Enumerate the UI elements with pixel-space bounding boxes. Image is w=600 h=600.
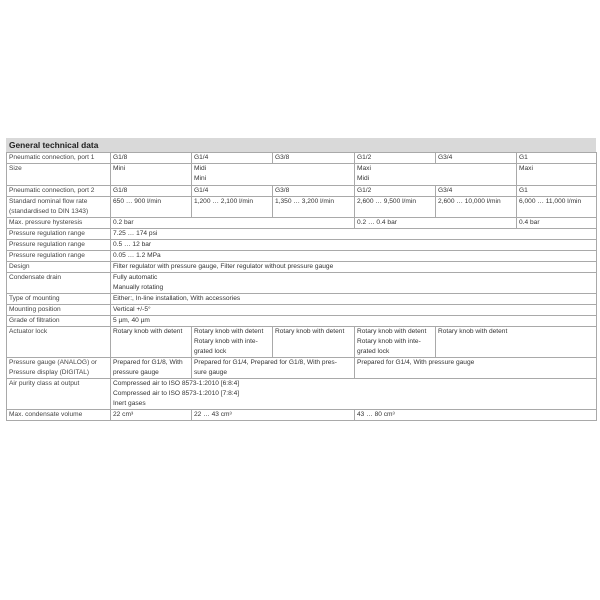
table-cell: 2,600 … 9,500 l/min [355, 197, 436, 218]
row-label: Design [7, 262, 111, 273]
section-title: General technical data [6, 138, 596, 152]
table-row [7, 218, 597, 229]
cell-line: Compressed air to ISO 8573-1:2010 [6:8:4] [113, 380, 240, 387]
table-cell: 0.4 bar [517, 218, 597, 229]
table-row [7, 251, 597, 262]
table-row [7, 358, 597, 379]
table-cell: 43 … 80 cm³ [355, 410, 597, 421]
row-label: Air purity class at output [7, 379, 111, 410]
row-label: Pneumatic connection, port 2 [7, 186, 111, 197]
table-cell [436, 327, 597, 358]
table-cell: 7.25 … 174 psi [111, 229, 597, 240]
table-cell: Mini [111, 164, 192, 186]
row-label: Pressure regulation range [7, 240, 111, 251]
table-cell: 5 µm, 40 µm [111, 316, 597, 327]
cell-line: Rotary knob with detent [438, 328, 508, 335]
table-row [7, 164, 597, 186]
row-label: Type of mounting [7, 294, 111, 305]
table-cell: 6,000 … 11,000 l/min [517, 197, 597, 218]
table-cell: G1/2 [355, 186, 436, 197]
table-cell: G1/4 [192, 153, 273, 164]
table-row [7, 410, 597, 421]
row-label: Pressure regulation range [7, 229, 111, 240]
table-row [7, 379, 597, 410]
cell-line: Pressure gauge (ANALOG) or [9, 359, 97, 366]
table-row [7, 197, 597, 218]
table-cell: 0.05 … 1.2 MPa [111, 251, 597, 262]
cell-line: Midi [194, 165, 207, 172]
table-cell: G3/4 [436, 153, 517, 164]
cell-line: Maxi [357, 165, 371, 172]
row-label: Pneumatic connection, port 1 [7, 153, 111, 164]
table-cell: 1,350 … 3,200 l/min [273, 197, 355, 218]
table-row [7, 229, 597, 240]
table-cell [192, 358, 355, 379]
technical-data-table [6, 152, 597, 421]
table-cell: 650 … 900 l/min [111, 197, 192, 218]
cell-line: Standard nominal flow rate [9, 198, 88, 205]
table-cell: Maxi [517, 164, 597, 186]
cell-line: Pressure display (DIGITAL) [9, 369, 90, 376]
table-cell [273, 327, 355, 358]
table-cell [192, 327, 273, 358]
cell-line: Rotary knob with inte- [357, 338, 421, 345]
cell-line: Inert gases [113, 400, 146, 407]
table-cell: G1/2 [355, 153, 436, 164]
table-row [7, 327, 597, 358]
table-row [7, 240, 597, 251]
row-label: Max. pressure hysteresis [7, 218, 111, 229]
row-label: Max. condensate volume [7, 410, 111, 421]
table-cell [111, 358, 192, 379]
table-cell: 0.2 … 0.4 bar [355, 218, 517, 229]
table-cell: G1/8 [111, 153, 192, 164]
cell-line: Prepared for G1/8, With [113, 359, 183, 366]
table-cell: G3/4 [436, 186, 517, 197]
table-cell: 22 cm³ [111, 410, 192, 421]
table-cell [355, 164, 517, 186]
table-cell [111, 273, 597, 294]
cell-line: Midi [357, 175, 370, 182]
row-label: Actuator lock [7, 327, 111, 358]
table-cell: Filter regulator with pressure gauge, Filter regulator without pressure gauge [111, 262, 597, 273]
table-cell: G1 [517, 153, 597, 164]
row-label [7, 197, 111, 218]
table-cell [192, 164, 355, 186]
table-cell: G3/8 [273, 186, 355, 197]
table-cell: G1/8 [111, 186, 192, 197]
table-cell: 22 … 43 cm³ [192, 410, 355, 421]
table-cell: G1 [517, 186, 597, 197]
table-row [7, 316, 597, 327]
table-cell: 2,600 … 10,000 l/min [436, 197, 517, 218]
table-cell [111, 379, 597, 410]
cell-line: grated lock [357, 348, 390, 355]
row-label: Pressure regulation range [7, 251, 111, 262]
cell-line: Mini [194, 175, 207, 182]
cell-line: Rotary knob with detent [194, 328, 264, 335]
row-label: Grade of filtration [7, 316, 111, 327]
cell-line: Prepared for G1/4, With pressure gauge [357, 359, 475, 366]
cell-line: Rotary knob with detent [357, 328, 427, 335]
table-cell: G1/4 [192, 186, 273, 197]
table-cell: 0.2 bar [111, 218, 355, 229]
row-label: Size [7, 164, 111, 186]
row-label: Condensate drain [7, 273, 111, 294]
cell-line: Compressed air to ISO 8573-1:2010 [7:8:4] [113, 390, 240, 397]
cell-line: (standardised to DIN 1343) [9, 208, 89, 215]
cell-line: Fully automatic [113, 274, 158, 281]
row-label: Mounting position [7, 305, 111, 316]
technical-data-sheet [6, 138, 596, 421]
cell-line: Rotary knob with detent [113, 328, 183, 335]
cell-line: Rotary knob with inte- [194, 338, 258, 345]
table-row [7, 305, 597, 316]
table-cell: 1,200 … 2,100 l/min [192, 197, 273, 218]
table-row [7, 273, 597, 294]
cell-line: sure gauge [194, 369, 227, 376]
cell-line: Rotary knob with detent [275, 328, 345, 335]
table-row [7, 186, 597, 197]
table-cell [111, 327, 192, 358]
cell-line: Manually rotating [113, 284, 164, 291]
table-cell: G3/8 [273, 153, 355, 164]
cell-line: grated lock [194, 348, 227, 355]
cell-line: Prepared for G1/4, Prepared for G1/8, With pres- [194, 359, 337, 366]
table-cell: 0.5 … 12 bar [111, 240, 597, 251]
table-cell [355, 358, 597, 379]
cell-line: pressure gauge [113, 369, 159, 376]
table-cell [355, 327, 436, 358]
table-cell: Either:, In-line installation, With accessories [111, 294, 597, 305]
table-row [7, 153, 597, 164]
row-label [7, 358, 111, 379]
table-row [7, 294, 597, 305]
table-cell: Vertical +/-5° [111, 305, 597, 316]
table-row [7, 262, 597, 273]
